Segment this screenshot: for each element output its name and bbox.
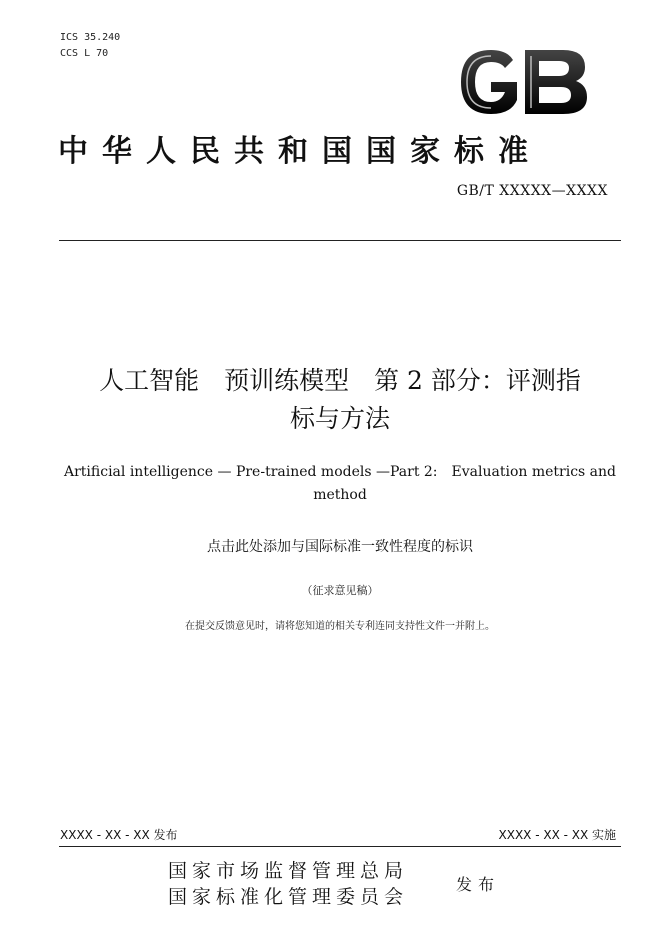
ics-code: ICS 35.240	[60, 32, 121, 43]
implement-date: XXXX - XX - XX 实施	[498, 828, 616, 842]
title-cn-line1: 人工智能 预训练模型 第 2 部分：评测指	[99, 366, 581, 395]
standard-code: GB/T XXXXX—XXXX	[456, 183, 608, 199]
document-title-en	[60, 461, 620, 507]
national-standard-heading: 中华人民共和国国家标准	[58, 134, 542, 169]
title-en-line2: method	[313, 487, 367, 503]
publish-date: XXXX - XX - XX 发布	[60, 828, 178, 842]
gb-logo	[455, 46, 591, 118]
footer-divider	[59, 846, 621, 847]
title-cn-line2: 标与方法	[289, 404, 390, 433]
classification-codes	[60, 30, 120, 62]
issuer-samr: 国家市场监督管理总局	[168, 860, 409, 882]
issue-label: 发布	[456, 875, 501, 894]
consistency-placeholder[interactable]: 点击此处添加与国际标准一致性程度的标识	[207, 539, 473, 555]
document-title-cn	[40, 362, 640, 438]
header-divider	[59, 240, 621, 241]
draft-status: （征求意见稿）	[301, 584, 379, 597]
submission-notice: 在提交反馈意见时，请将您知道的相关专利连同支持性文件一并附上。	[185, 621, 495, 632]
ccs-code: CCS L 70	[60, 48, 109, 59]
issuer-sac: 国家标准化管理委员会	[168, 886, 409, 908]
title-en-line1: Artificial intelligence — Pre-trained models —Part 2: Evaluation metrics and	[63, 464, 616, 480]
